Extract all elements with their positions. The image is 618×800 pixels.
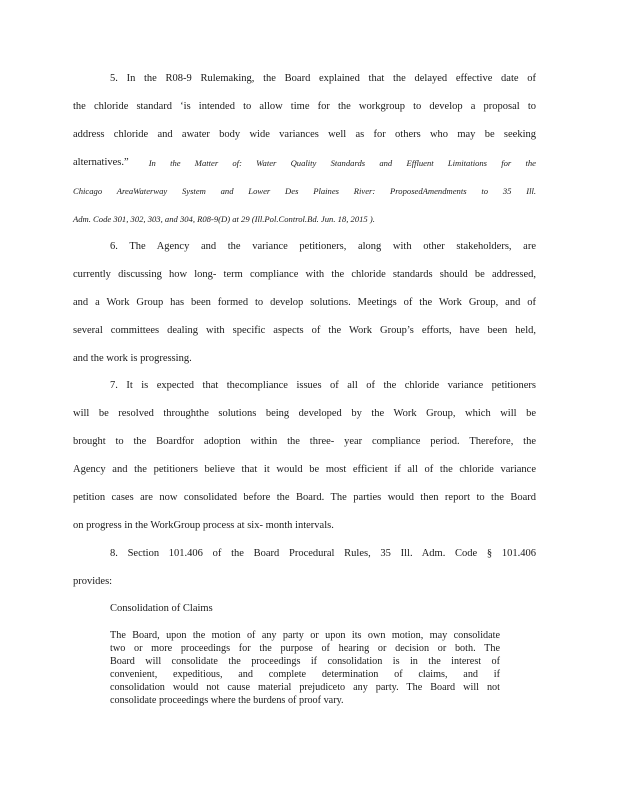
paragraph-line: will be resolved throughthe solutions being developed by the Work Group, which will be — [73, 408, 536, 419]
paragraph-line: 6. The Agency and the variance petitioners, along with other stakeholders, are — [110, 241, 536, 252]
citation-first-line — [73, 156, 536, 170]
case-citation: Chicago AreaWaterway System and Lower Des Plaines River: ProposedAmendments to 35 Ill. — [73, 186, 536, 196]
quote-heading: Consolidation of Claims — [110, 603, 213, 614]
paragraph-line: 7. It is expected that thecompliance issues of all of the chloride variance petitioners — [110, 380, 536, 391]
paragraph-line: address chloride and awater body wide variances well as for others who may be seeking — [73, 129, 536, 140]
quote-line: The Board, upon the motion of any party or upon its own motion, may consolidate — [110, 630, 500, 641]
paragraph-line: brought to the Boardfor adoption within the three- year compliance period. Therefore, the — [73, 436, 536, 447]
quote-line: consolidation would not cause material prejudiceto any party. The Board will not — [110, 682, 500, 693]
paragraph-line: Agency and the petitioners believe that it would be most efficient if all of the chloride variance — [73, 464, 536, 475]
paragraph-line: and a Work Group has been formed to develop solutions. Meetings of the Work Group, and of — [73, 297, 536, 308]
case-citation: In the Matter of: Water Quality Standards and Effluent Limitations for the — [148, 158, 536, 168]
paragraph-line: petition cases are now consolidated before the Board. The parties would then report to the Board — [73, 492, 536, 503]
quote-line: convenient, expeditious, and complete determination of claims, and if — [110, 669, 500, 680]
paragraph-line: the chloride standard ‘is intended to allow time for the workgroup to develop a proposal to — [73, 101, 536, 112]
quote-line: two or more proceedings for the purpose of hearing or decision or both. The — [110, 643, 500, 654]
paragraph-line: several committees dealing with specific aspects of the Work Group’s efforts, have been held, — [73, 325, 536, 336]
paragraph-line: 8. Section 101.406 of the Board Procedural Rules, 35 Ill. Adm. Code § 101.406 — [110, 548, 536, 559]
paragraph-line: 5. In the R08-9 Rulemaking, the Board explained that the delayed effective date of — [110, 73, 536, 84]
quote-line: consolidate proceedings where the burdens of proof vary. — [110, 695, 344, 706]
paragraph-line: alternatives.” — [73, 157, 129, 168]
paragraph-line: on progress in the WorkGroup process at six- month intervals. — [73, 520, 334, 531]
paragraph-line: provides: — [73, 576, 113, 587]
case-citation: Adm. Code 301, 302, 303, and 304, R08-9(D) at 29 (Ill.Pol.Control.Bd. Jun. 18, 2015 ). — [73, 214, 375, 224]
paragraph-line: currently discussing how long- term compliance with the chloride standards should be addressed, — [73, 269, 536, 280]
quote-line: Board will consolidate the proceedings if consolidation is in the interest of — [110, 656, 500, 667]
paragraph-line: and the work is progressing. — [73, 353, 192, 364]
